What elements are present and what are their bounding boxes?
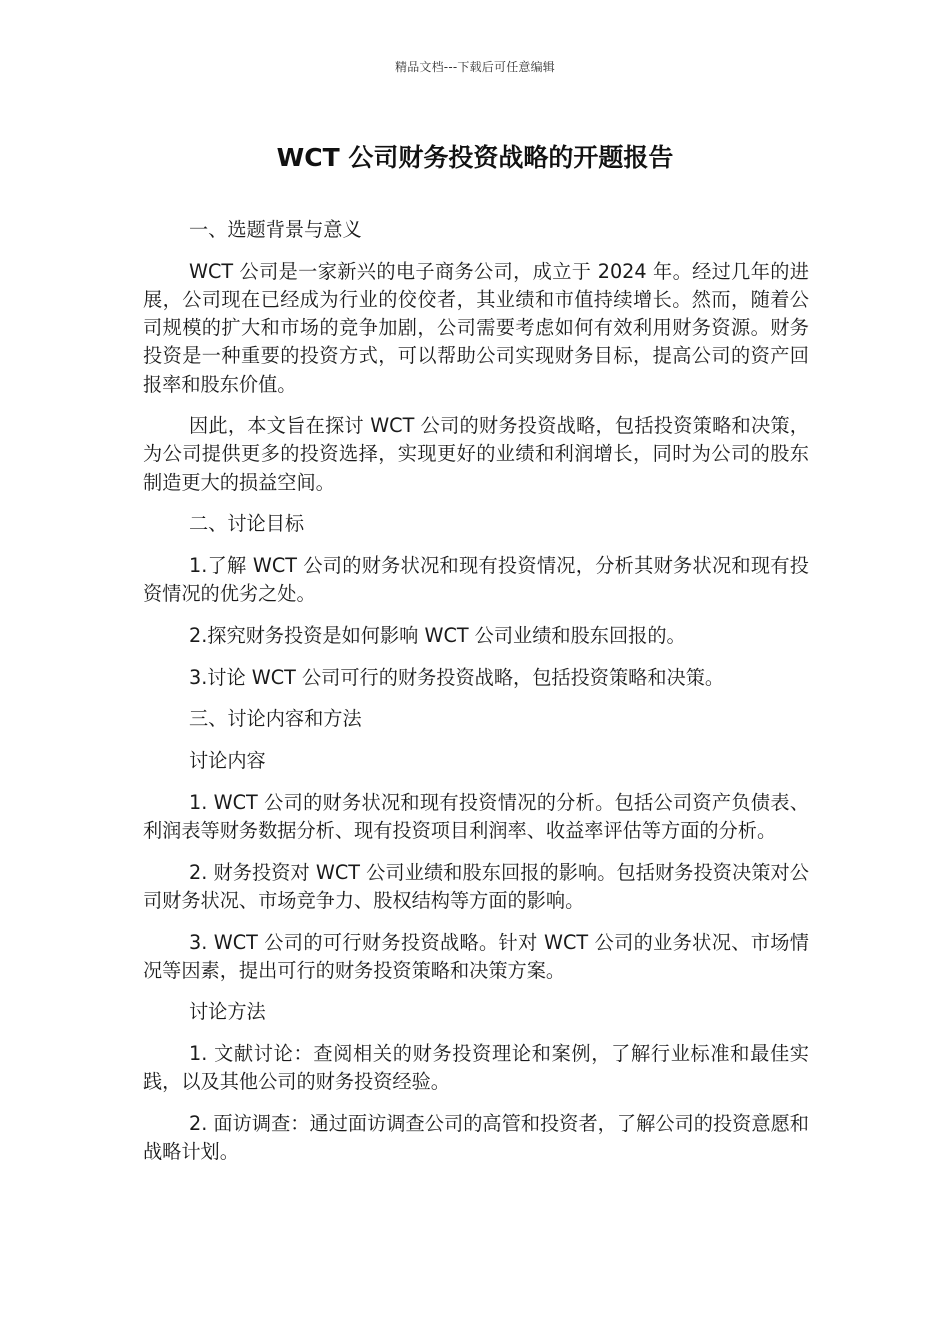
section-heading-content-method: 三、讨论内容和方法 [189, 707, 362, 731]
document-body [143, 216, 809, 1180]
method-item-1: 1. 文献讨论：查阅相关的财务投资理论和案例，了解行业标准和最佳实践，以及其他公司的财务投资经验。 [143, 1042, 809, 1094]
goal-item-2: 2.探究财务投资是如何影响 WCT 公司业绩和股东回报的。 [189, 623, 686, 647]
content-item-1: 1. WCT 公司的财务状况和现有投资情况的分析。包括公司资产负债表、利润表等财务数据分析、现有投资项目利润率、收益率评估等方面的分析。 [143, 790, 809, 842]
header-note: 精品文档---下载后可任意编辑 [395, 60, 555, 74]
section-heading-goals: 二、讨论目标 [189, 512, 305, 536]
document-title: WCT 公司财务投资战略的开题报告 [276, 143, 674, 172]
subheading-content: 讨论内容 [189, 749, 266, 773]
content-item-3: 3. WCT 公司的可行财务投资战略。针对 WCT 公司的业务状况、市场情况等因素，提出可行的财务投资策略和决策方案。 [143, 930, 809, 982]
goal-item-3: 3.讨论 WCT 公司可行的财务投资战略，包括投资策略和决策。 [189, 665, 725, 689]
subheading-method: 讨论方法 [189, 1000, 266, 1024]
content-item-2: 2. 财务投资对 WCT 公司业绩和股东回报的影响。包括财务投资决策对公司财务状况、市场竞争力、股权结构等方面的影响。 [143, 860, 809, 912]
paragraph-purpose: 因此，本文旨在探讨 WCT 公司的财务投资战略，包括投资策略和决策，为公司提供更多的投资选择，实现更好的业绩和利润增长，同时为公司的股东制造更大的损益空间。 [143, 414, 809, 494]
section-heading-background: 一、选题背景与意义 [189, 218, 362, 241]
method-item-2: 2. 面访调查：通过面访调查公司的高管和投资者，了解公司的投资意愿和战略计划。 [143, 1112, 809, 1164]
paragraph-company-intro: WCT 公司是一家新兴的电子商务公司，成立于 2024 年。经过几年的进展，公司现在已经成为行业的佼佼者，其业绩和市值持续增长。然而，随着公司规模的扩大和市场的竞争加剧，公司需要考虑如何有效利用财务资源。财务投资是一种重要的投资方式，可以帮助公司实现财务目标，提高公司的资产回报率和股东价值。 [143, 259, 809, 396]
goal-item-1: 1.了解 WCT 公司的财务状况和现有投资情况，分析其财务状况和现有投资情况的优劣之处。 [143, 554, 809, 606]
